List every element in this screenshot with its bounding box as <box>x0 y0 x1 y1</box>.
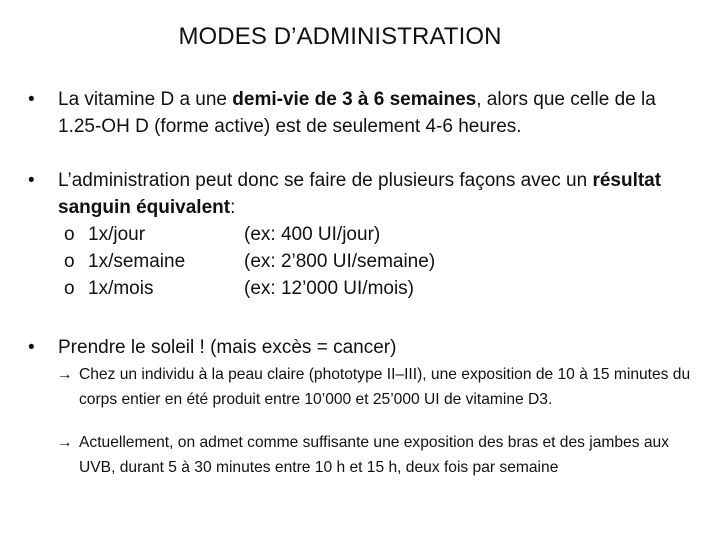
bullet-text-pre: L’administration peut donc se faire de plusieurs façons avec un <box>58 170 593 191</box>
bullet-sun-exposure <box>28 334 692 480</box>
arrow-right-icon: → <box>57 366 73 383</box>
dosage-example: (ex: 12’000 UI/mois) <box>244 278 415 299</box>
sub-bullet-marker: o <box>64 278 75 299</box>
dosage-example: (ex: 400 UI/jour) <box>244 224 381 245</box>
bullet-text: Prendre le soleil ! (mais excès = cancer) <box>58 337 397 358</box>
bullet-row <box>28 334 692 361</box>
dosage-row <box>28 221 692 248</box>
bullet-half-life <box>28 86 692 140</box>
bullet-text-bold: demi-vie de 3 à 6 semaines <box>232 89 477 110</box>
note-text: Actuellement, on admet comme suffisante une exposition des bras et des jambes aux UVB, durant 5 à 30 minutes entre 10 h et 15 h, deux fois par semaine <box>79 434 670 476</box>
dosage-row <box>28 248 692 275</box>
bullet-administration <box>28 167 692 302</box>
bullet-marker: • <box>28 337 35 358</box>
note-fair-skin <box>28 362 692 412</box>
slide-title: MODES D’ADMINISTRATION <box>178 23 502 50</box>
dosage-example: (ex: 2’800 UI/semaine) <box>244 251 436 272</box>
sub-bullet-marker: o <box>64 224 75 245</box>
note-text: Chez un individu à la peau claire (phototype II–III), une exposition de 10 à 15 minutes du corps entier en été produit entre 10’000 et 25’000 UI de vitamine D3. <box>79 366 691 408</box>
note-current-recommendation <box>28 430 692 480</box>
bullet-row <box>28 86 692 140</box>
bullet-text-post: : <box>230 197 236 218</box>
bullet-marker: • <box>28 170 35 191</box>
bullet-marker: • <box>28 89 35 110</box>
dosage-row <box>28 275 692 302</box>
sub-bullet-marker: o <box>64 251 75 272</box>
arrow-right-icon: → <box>57 434 73 451</box>
dosage-frequency: 1x/jour <box>88 224 146 245</box>
bullet-text-bold: résultat sanguin équivalent <box>58 170 662 218</box>
dosage-frequency: 1x/semaine <box>88 251 186 272</box>
bullet-text-post: , alors que celle de la 1.25-OH D (forme active) est de seulement 4-6 heures. <box>58 89 656 137</box>
bullet-text-pre: La vitamine D a une <box>58 89 233 110</box>
dosage-frequency: 1x/mois <box>88 278 154 299</box>
bullet-row <box>28 167 692 221</box>
